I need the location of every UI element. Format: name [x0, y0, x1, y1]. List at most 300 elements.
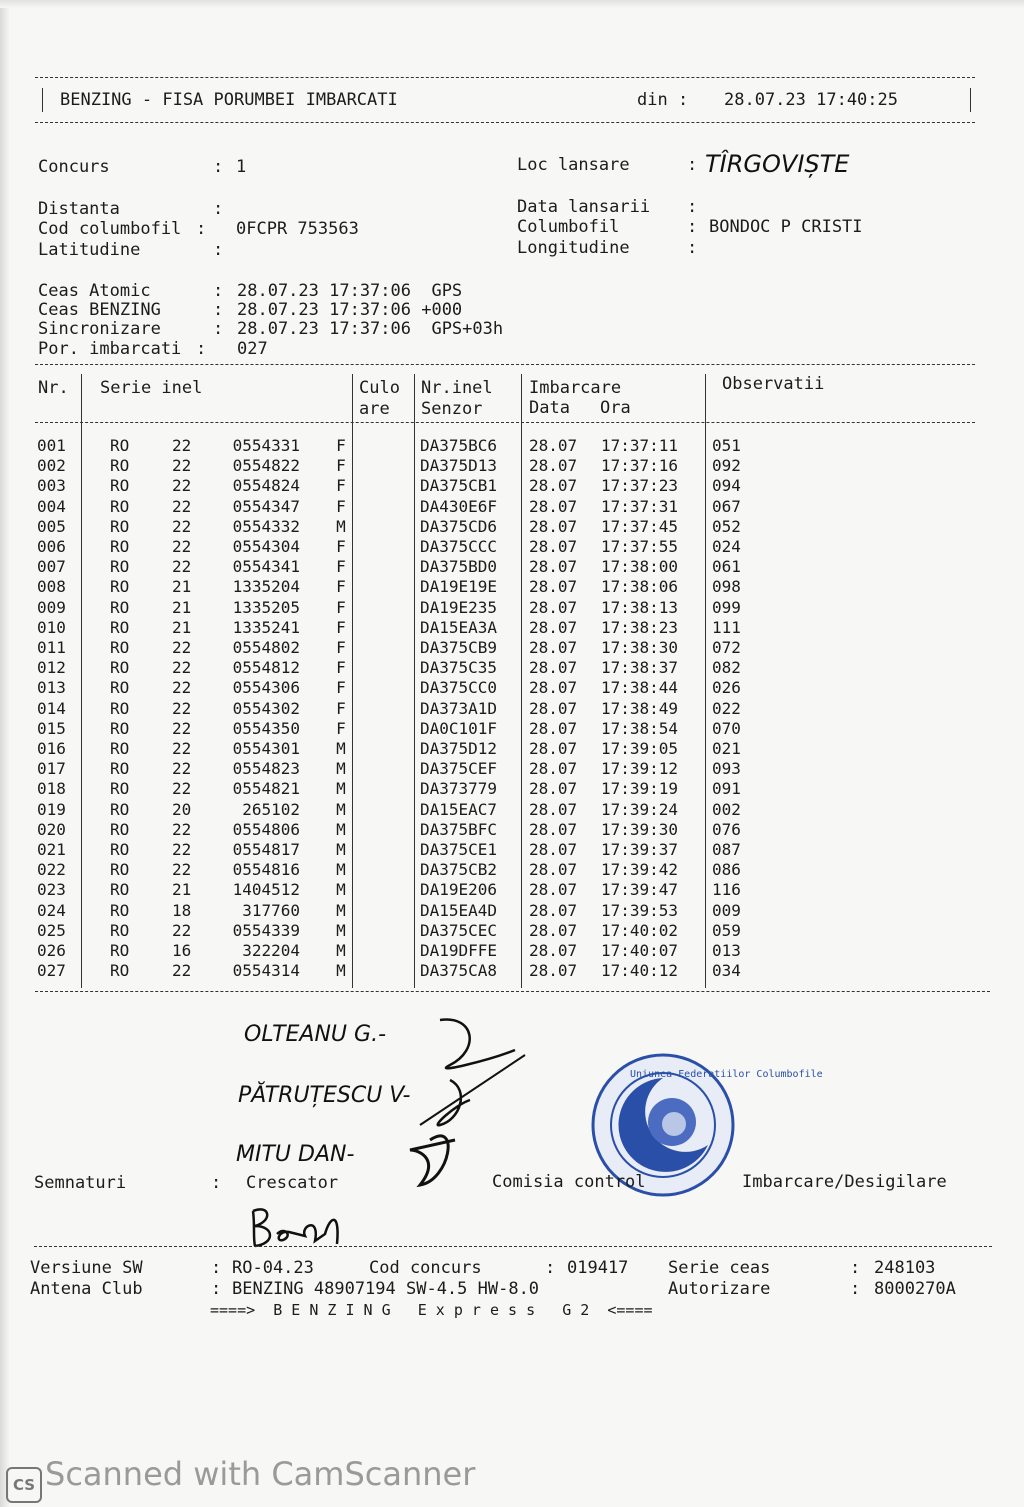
serie-ceas-colon: : — [850, 1258, 861, 1278]
row-observation: 072 — [712, 638, 741, 657]
row-sensor: DA19E235 — [420, 597, 498, 617]
versiune-value: RO-04.23 — [232, 1258, 314, 1278]
row-ring-number: 0554339 — [232, 920, 300, 940]
row-ring-number: 0554812 — [232, 658, 300, 678]
row-date: 28.07 — [529, 759, 578, 779]
signature-name-1: OLTEANU G.- — [244, 1022, 387, 1047]
columbofil-label: Columbofil — [517, 217, 620, 237]
row-nr: 019 — [37, 799, 66, 819]
row-sex: F — [336, 638, 346, 657]
concurs-colon: : — [213, 157, 224, 177]
row-year: 22 — [172, 436, 192, 455]
ceas-benzing-colon: : — [213, 300, 224, 320]
row-date: 28.07 — [529, 840, 578, 859]
row-time: 17:39:30 — [601, 819, 679, 839]
row-sex: F — [336, 537, 346, 556]
distanta-label: Distanta — [38, 199, 120, 219]
row-observation: 093 — [712, 759, 741, 779]
serie-ceas-label: Serie ceas — [668, 1258, 771, 1278]
row-nr: 025 — [37, 920, 66, 940]
row-sensor: DA375BC6 — [420, 436, 498, 455]
row-observation: 092 — [712, 456, 741, 476]
camscanner-logo: CS — [6, 1467, 42, 1503]
row-sex: M — [336, 961, 346, 981]
row-time: 17:40:02 — [601, 920, 679, 940]
row-ring-number: 0554821 — [232, 779, 300, 799]
semnaturi-label: Semnaturi — [34, 1173, 127, 1193]
document-title: BENZING - FISA PORUMBEI IMBARCATI — [60, 90, 398, 110]
row-date: 28.07 — [529, 577, 578, 597]
row-sensor: DA375CB1 — [420, 476, 498, 496]
row-time: 17:40:12 — [601, 961, 679, 981]
row-ring-number: 0554822 — [232, 456, 300, 476]
col-header-imbarcare: Imbarcare — [529, 378, 622, 398]
row-date: 28.07 — [529, 557, 578, 577]
row-observation: 098 — [712, 577, 741, 597]
col-header-serie-inel: Serie inel — [100, 378, 203, 398]
row-date: 28.07 — [529, 456, 578, 476]
row-ring-number: 1335241 — [232, 617, 300, 637]
row-country: RO — [110, 759, 130, 779]
footer-top-border — [34, 1246, 992, 1247]
latitudine-label: Latitudine — [38, 240, 141, 260]
row-time: 17:37:31 — [601, 496, 679, 516]
row-sex: M — [336, 799, 346, 819]
page-edge-top — [0, 0, 1024, 8]
autorizare-colon: : — [850, 1279, 861, 1299]
row-ring-number: 322204 — [242, 941, 300, 960]
row-sensor: DA373779 — [420, 779, 498, 799]
row-observation: 061 — [712, 557, 741, 577]
row-ring-number: 0554824 — [232, 476, 300, 496]
row-time: 17:39:05 — [601, 739, 679, 758]
row-country: RO — [110, 920, 130, 940]
columbofil-value: BONDOC P CRISTI — [709, 217, 863, 237]
col-sep-imbarcare — [705, 374, 706, 988]
row-sensor: DA375D13 — [420, 456, 498, 476]
stamp-text: Uniunea Federatiilor Columbofile — [630, 1069, 823, 1080]
por-imbarcati-colon: : — [196, 339, 207, 359]
row-nr: 013 — [37, 678, 66, 698]
data-lansarii-colon: : — [687, 197, 698, 217]
row-date: 28.07 — [529, 819, 578, 839]
row-date: 28.07 — [529, 537, 578, 556]
row-sensor: DA19E19E — [420, 577, 498, 597]
row-year: 18 — [172, 900, 192, 920]
row-sensor: DA375D12 — [420, 739, 498, 758]
row-observation: 091 — [712, 779, 741, 799]
row-ring-number: 265102 — [242, 799, 300, 819]
row-sensor: DA15EA4D — [420, 900, 498, 920]
col-header-observatii: Observatii — [722, 374, 825, 394]
row-country: RO — [110, 698, 130, 718]
row-sex: F — [336, 718, 346, 738]
row-year: 22 — [172, 840, 192, 859]
sincronizare-label: Sincronizare — [38, 319, 161, 339]
imbarcare-desigilare-label: Imbarcare/Desigilare — [742, 1172, 947, 1192]
row-nr: 005 — [37, 516, 66, 536]
row-year: 22 — [172, 739, 192, 758]
row-ring-number: 0554341 — [232, 557, 300, 577]
row-time: 17:39:37 — [601, 840, 679, 859]
ceas-atomic-colon: : — [213, 281, 224, 301]
cod-concurs-colon: : — [545, 1258, 556, 1278]
din-label: din : — [637, 90, 689, 110]
col-header-culo: Culo — [359, 378, 400, 398]
table-header-bottom-border — [35, 422, 975, 423]
row-ring-number: 0554314 — [232, 961, 300, 981]
row-time: 17:38:00 — [601, 557, 679, 577]
row-date: 28.07 — [529, 597, 578, 617]
row-sex: F — [336, 577, 346, 597]
row-year: 21 — [172, 880, 192, 900]
col-header-ora: Ora — [600, 398, 631, 418]
comisia-label: Comisia control — [492, 1172, 646, 1192]
row-nr: 010 — [37, 617, 66, 637]
row-country: RO — [110, 476, 130, 496]
scanner-watermark-bar — [0, 1455, 1024, 1507]
longitudine-label: Longitudine — [517, 238, 630, 258]
row-country: RO — [110, 799, 130, 819]
row-sex: M — [336, 516, 346, 536]
row-sex: F — [336, 476, 346, 496]
row-year: 22 — [172, 759, 192, 779]
row-observation: 022 — [712, 698, 741, 718]
sincronizare-value: 28.07.23 17:37:06 GPS+03h — [237, 319, 504, 339]
row-time: 17:38:23 — [601, 617, 679, 637]
row-ring-number: 1335205 — [232, 597, 300, 617]
row-date: 28.07 — [529, 516, 578, 536]
row-observation: 013 — [712, 941, 741, 960]
row-ring-number: 0554302 — [232, 698, 300, 718]
row-date: 28.07 — [529, 718, 578, 738]
ceas-atomic-label: Ceas Atomic — [38, 281, 151, 301]
loc-lansare-colon: : — [687, 155, 698, 175]
row-country: RO — [110, 840, 130, 859]
row-country: RO — [110, 819, 130, 839]
row-time: 17:37:45 — [601, 516, 679, 536]
antena-value: BENZING 48907194 SW-4.5 HW-8.0 — [232, 1279, 540, 1299]
versiune-label: Versiune SW — [30, 1258, 143, 1278]
row-date: 28.07 — [529, 436, 578, 455]
row-nr: 012 — [37, 658, 66, 678]
row-sex: F — [336, 496, 346, 516]
row-ring-number: 1335204 — [232, 577, 300, 597]
row-sensor: DA375CD6 — [420, 516, 498, 536]
row-sensor: DA15EAC7 — [420, 799, 498, 819]
row-ring-number: 0554347 — [232, 496, 300, 516]
row-ring-number: 1404512 — [232, 880, 300, 900]
row-ring-number: 0554332 — [232, 516, 300, 536]
row-ring-number: 0554817 — [232, 840, 300, 859]
header-top-border — [35, 77, 975, 78]
row-sensor: DA375CB2 — [420, 860, 498, 880]
row-year: 22 — [172, 819, 192, 839]
row-sensor: DA430E6F — [420, 496, 498, 516]
row-time: 17:38:06 — [601, 577, 679, 597]
row-country: RO — [110, 739, 130, 758]
row-sensor: DA375CC0 — [420, 678, 498, 698]
row-year: 21 — [172, 617, 192, 637]
row-sex: F — [336, 436, 346, 455]
row-nr: 001 — [37, 436, 66, 455]
sincronizare-colon: : — [213, 319, 224, 339]
row-observation: 070 — [712, 718, 741, 738]
row-nr: 021 — [37, 840, 66, 859]
row-time: 17:39:47 — [601, 880, 679, 900]
row-year: 21 — [172, 577, 192, 597]
row-sensor: DA375CA8 — [420, 961, 498, 981]
row-nr: 017 — [37, 759, 66, 779]
row-observation: 002 — [712, 799, 741, 819]
row-time: 17:37:16 — [601, 456, 679, 476]
row-time: 17:39:19 — [601, 779, 679, 799]
versiune-colon: : — [211, 1258, 222, 1278]
loc-lansare-label: Loc lansare — [517, 155, 630, 175]
row-sensor: DA375CEC — [420, 920, 498, 940]
row-nr: 018 — [37, 779, 66, 799]
row-time: 17:38:44 — [601, 678, 679, 698]
longitudine-colon: : — [687, 238, 698, 258]
por-imbarcati-value: 027 — [237, 339, 268, 359]
col-header-data: Data — [529, 398, 570, 418]
row-observation: 026 — [712, 678, 741, 698]
row-country: RO — [110, 456, 130, 476]
row-time: 17:38:54 — [601, 718, 679, 738]
row-ring-number: 317760 — [242, 900, 300, 920]
cod-columbofil-value: 0FCPR 753563 — [236, 219, 359, 239]
row-date: 28.07 — [529, 638, 578, 657]
row-sex: M — [336, 840, 346, 859]
row-country: RO — [110, 516, 130, 536]
cod-concurs-label: Cod concurs — [369, 1258, 482, 1278]
row-year: 22 — [172, 961, 192, 981]
row-sex: F — [336, 456, 346, 476]
row-sensor: DA15EA3A — [420, 617, 498, 637]
row-country: RO — [110, 537, 130, 556]
row-date: 28.07 — [529, 739, 578, 758]
signature-name-2: PĂTRUȚESCU V- — [238, 1083, 411, 1108]
row-year: 22 — [172, 678, 192, 698]
row-date: 28.07 — [529, 900, 578, 920]
row-year: 20 — [172, 799, 192, 819]
row-nr: 004 — [37, 496, 66, 516]
row-sensor: DA375C35 — [420, 658, 498, 678]
cod-concurs-value: 019417 — [567, 1258, 629, 1278]
row-ring-number: 0554823 — [232, 759, 300, 779]
row-observation: 087 — [712, 840, 741, 859]
benzing-express-line: ====> B E N Z I N G E x p r e s s G 2 <==== — [210, 1301, 653, 1319]
row-time: 17:40:07 — [601, 941, 679, 960]
row-sensor: DA375BD0 — [420, 557, 498, 577]
row-sex: F — [336, 698, 346, 718]
row-sex: M — [336, 941, 346, 960]
row-date: 28.07 — [529, 496, 578, 516]
antena-colon: : — [211, 1279, 222, 1299]
row-ring-number: 0554301 — [232, 739, 300, 758]
row-time: 17:37:55 — [601, 537, 679, 556]
semnaturi-colon: : — [211, 1173, 222, 1193]
header-right-border — [970, 88, 971, 112]
row-observation: 059 — [712, 920, 741, 940]
row-year: 22 — [172, 779, 192, 799]
col-header-nr-inel: Nr.inel — [421, 378, 493, 398]
row-nr: 008 — [37, 577, 66, 597]
row-year: 22 — [172, 860, 192, 880]
row-year: 22 — [172, 516, 192, 536]
row-date: 28.07 — [529, 698, 578, 718]
autorizare-value: 8000270A — [874, 1279, 956, 1299]
row-sensor: DA375BFC — [420, 819, 498, 839]
row-sensor: DA375CCC — [420, 537, 498, 556]
row-nr: 022 — [37, 860, 66, 880]
row-sensor: DA19E206 — [420, 880, 498, 900]
row-country: RO — [110, 577, 130, 597]
row-year: 22 — [172, 658, 192, 678]
row-year: 22 — [172, 476, 192, 496]
row-sex: F — [336, 597, 346, 617]
row-sex: F — [336, 617, 346, 637]
row-sex: M — [336, 880, 346, 900]
header-left-border — [42, 88, 43, 112]
crescator-signature — [245, 1196, 355, 1256]
row-time: 17:39:12 — [601, 759, 679, 779]
row-sex: M — [336, 920, 346, 940]
ceas-benzing-label: Ceas BENZING — [38, 300, 161, 320]
camscanner-watermark-text: Scanned with CamScanner — [45, 1455, 476, 1493]
signature-name-3: MITU DAN- — [236, 1142, 355, 1167]
col-sep-culoare — [414, 374, 415, 988]
row-sex: F — [336, 678, 346, 698]
row-ring-number: 0554806 — [232, 819, 300, 839]
row-date: 28.07 — [529, 476, 578, 496]
cod-columbofil-colon: : — [196, 219, 207, 239]
row-observation: 052 — [712, 516, 741, 536]
row-year: 22 — [172, 456, 192, 476]
row-time: 17:37:23 — [601, 476, 679, 496]
row-observation: 111 — [712, 617, 741, 637]
page-edge-left — [0, 0, 10, 1507]
row-country: RO — [110, 436, 130, 455]
row-nr: 020 — [37, 819, 66, 839]
row-nr: 016 — [37, 739, 66, 758]
row-time: 17:39:53 — [601, 900, 679, 920]
row-observation: 086 — [712, 860, 741, 880]
row-year: 21 — [172, 597, 192, 617]
row-country: RO — [110, 718, 130, 738]
row-nr: 023 — [37, 880, 66, 900]
concurs-value: 1 — [236, 157, 247, 177]
row-country: RO — [110, 597, 130, 617]
row-observation: 024 — [712, 537, 741, 556]
row-date: 28.07 — [529, 617, 578, 637]
row-country: RO — [110, 638, 130, 657]
row-sex: M — [336, 900, 346, 920]
antena-label: Antena Club — [30, 1279, 143, 1299]
row-sensor: DA375CE1 — [420, 840, 498, 859]
row-year: 22 — [172, 718, 192, 738]
row-country: RO — [110, 860, 130, 880]
loc-lansare-value: TÎRGOVIȘTE — [705, 150, 850, 178]
row-country: RO — [110, 658, 130, 678]
row-ring-number: 0554331 — [232, 436, 300, 455]
row-sex: M — [336, 739, 346, 758]
row-country: RO — [110, 496, 130, 516]
row-time: 17:39:24 — [601, 799, 679, 819]
row-year: 16 — [172, 941, 192, 960]
row-sensor: DA375CEF — [420, 759, 498, 779]
row-observation: 099 — [712, 597, 741, 617]
row-observation: 034 — [712, 961, 741, 981]
row-ring-number: 0554306 — [232, 678, 300, 698]
row-date: 28.07 — [529, 779, 578, 799]
row-observation: 116 — [712, 880, 741, 900]
data-lansarii-label: Data lansarii — [517, 197, 651, 217]
col-header-nr: Nr. — [38, 378, 69, 398]
row-sex: M — [336, 860, 346, 880]
table-bottom-border — [35, 991, 990, 992]
row-time: 17:39:42 — [601, 860, 679, 880]
row-sex: F — [336, 658, 346, 678]
row-sensor: DA19DFFE — [420, 941, 498, 960]
row-nr: 003 — [37, 476, 66, 496]
row-nr: 024 — [37, 900, 66, 920]
ceas-atomic-value: 28.07.23 17:37:06 GPS — [237, 281, 463, 301]
row-year: 22 — [172, 638, 192, 657]
row-country: RO — [110, 617, 130, 637]
row-date: 28.07 — [529, 920, 578, 940]
row-country: RO — [110, 678, 130, 698]
row-observation: 082 — [712, 658, 741, 678]
row-date: 28.07 — [529, 860, 578, 880]
row-observation: 021 — [712, 739, 741, 758]
row-observation: 094 — [712, 476, 741, 496]
row-country: RO — [110, 961, 130, 981]
cod-columbofil-label: Cod columbofil — [38, 219, 182, 239]
col-header-are: are — [359, 399, 390, 419]
row-date: 28.07 — [529, 658, 578, 678]
row-date: 28.07 — [529, 799, 578, 819]
row-sex: M — [336, 759, 346, 779]
row-observation: 067 — [712, 496, 741, 516]
row-country: RO — [110, 557, 130, 577]
row-date: 28.07 — [529, 880, 578, 900]
row-observation: 051 — [712, 436, 741, 455]
row-nr: 015 — [37, 718, 66, 738]
ceas-benzing-value: 28.07.23 17:37:06 +000 — [237, 300, 463, 320]
table-top-border — [35, 364, 975, 365]
por-imbarcati-label: Por. imbarcati — [38, 339, 182, 359]
row-country: RO — [110, 779, 130, 799]
row-observation: 009 — [712, 900, 741, 920]
row-date: 28.07 — [529, 678, 578, 698]
row-year: 22 — [172, 496, 192, 516]
row-ring-number: 0554304 — [232, 537, 300, 556]
row-time: 17:38:37 — [601, 658, 679, 678]
row-year: 22 — [172, 920, 192, 940]
row-sensor: DA375CB9 — [420, 638, 498, 657]
header-bottom-border — [35, 122, 975, 123]
col-sep-serie — [352, 374, 353, 988]
col-header-senzor: Senzor — [421, 399, 483, 419]
row-nr: 014 — [37, 698, 66, 718]
latitudine-colon: : — [213, 240, 224, 260]
row-year: 22 — [172, 557, 192, 577]
columbofil-colon: : — [687, 217, 698, 237]
row-time: 17:38:49 — [601, 698, 679, 718]
autorizare-label: Autorizare — [668, 1279, 771, 1299]
row-nr: 002 — [37, 456, 66, 476]
